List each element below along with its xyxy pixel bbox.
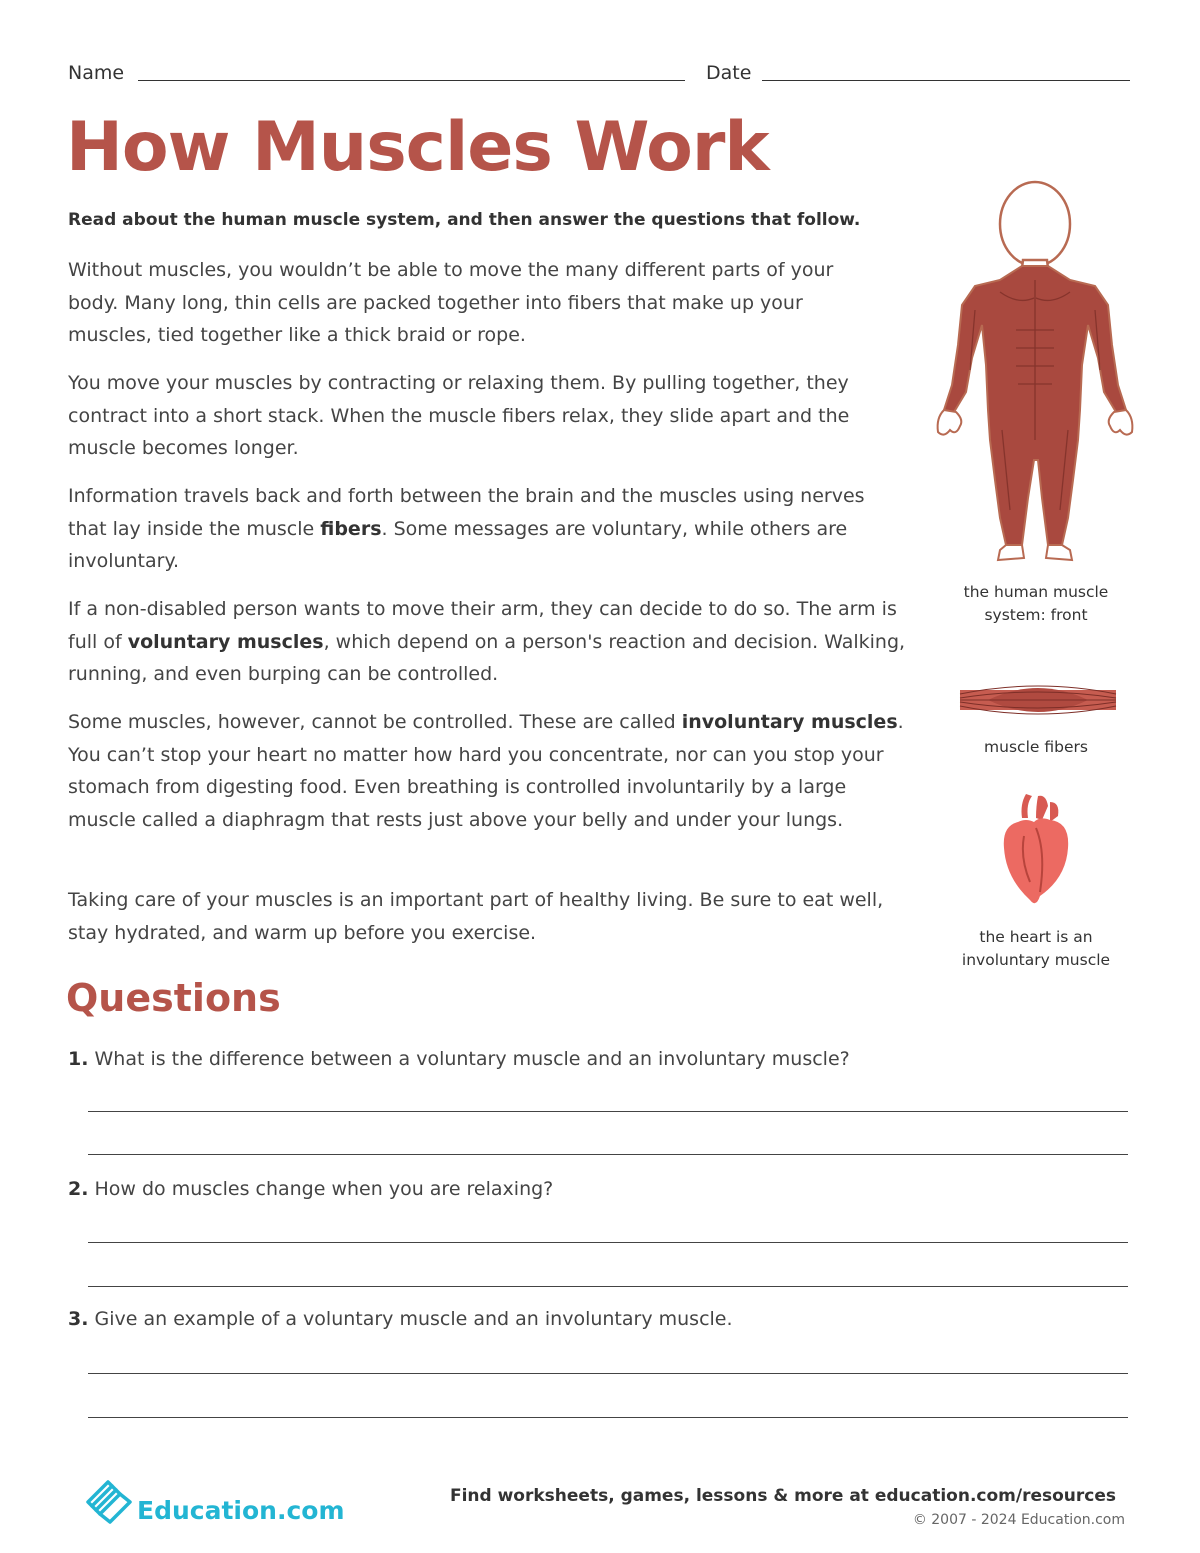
fibers-caption: muscle fibers (984, 738, 1088, 756)
paragraph-2: You move your muscles by contracting or relaxing them. By pulling together, they contract into a short stack. When the muscle fibers relax, they slide apart and the muscle becomes longer. (68, 372, 850, 459)
body-caption: the human muscle system: front (963, 583, 1109, 624)
answer-line-1b[interactable] (88, 1154, 1128, 1155)
muscle-body-icon (930, 180, 1140, 575)
date-line[interactable] (762, 80, 1130, 81)
footer-tagline[interactable]: Find worksheets, games, lessons & more at education.com/resources (449, 1486, 1116, 1506)
paragraph-6: Taking care of your muscles is an important part of healthy living. Be sure to eat well, stay hydrated, and warm up before you exercise. (68, 889, 884, 944)
answer-line-1a[interactable] (88, 1111, 1128, 1112)
heart-caption: the heart is an involuntary muscle (961, 928, 1111, 969)
paragraph-3: Information travels back and forth between the brain and the muscles using nerves that lay inside the muscle fibers. Some messages are voluntary, while others are involuntary. (68, 485, 865, 572)
term-fibers: fibers (320, 517, 382, 540)
paragraph-1: Without muscles, you wouldn’t be able to move the many different parts of your body. Many long, thin cells are packed together into fibers that make up your muscles, tied together like a thick braid or rope. (68, 259, 834, 346)
copyright: © 2007 - 2024 Education.com (912, 1512, 1125, 1528)
question-3: 3. Give an example of a voluntary muscle and an involuntary muscle. (68, 1308, 733, 1330)
answer-line-3b[interactable] (88, 1417, 1128, 1418)
question-2: 2. How do muscles change when you are relaxing? (68, 1178, 554, 1200)
intro-text: Read about the human muscle system, and then answer the questions that follow. (68, 210, 861, 230)
education-logo-icon (80, 1472, 136, 1528)
answer-line-2b[interactable] (88, 1286, 1128, 1287)
term-involuntary: involuntary muscles (681, 711, 898, 733)
answer-line-3a[interactable] (88, 1373, 1128, 1374)
answer-line-2a[interactable] (88, 1242, 1128, 1243)
questions-title: Questions (66, 976, 281, 1020)
education-logo-text[interactable]: Education.com (137, 1496, 345, 1525)
name-line[interactable] (138, 80, 685, 81)
muscle-fibers-icon (958, 676, 1118, 724)
name-label: Name (68, 62, 125, 84)
term-voluntary: voluntary muscles (127, 630, 324, 653)
paragraph-5: Some muscles, however, cannot be controlled. These are called involuntary muscles. You can’t stop your heart no matter how hard you concentrate, nor can you stop your stomach from digesting food. Even breathing is controlled involuntarily by a large muscle called a diaphragm that rests just above your belly and under your lungs. (68, 711, 904, 831)
paragraph-4: If a non-disabled person wants to move their arm, they can decide to do so. The arm is full of voluntary muscles, which depend on a person's reaction and decision. Walking, running, and even burping can be controlled. (68, 598, 906, 685)
heart-icon (996, 792, 1076, 918)
date-label: Date (706, 62, 752, 84)
question-1: 1. What is the difference between a voluntary muscle and an involuntary muscle? (68, 1048, 850, 1070)
page-title: How Muscles Work (66, 108, 769, 187)
